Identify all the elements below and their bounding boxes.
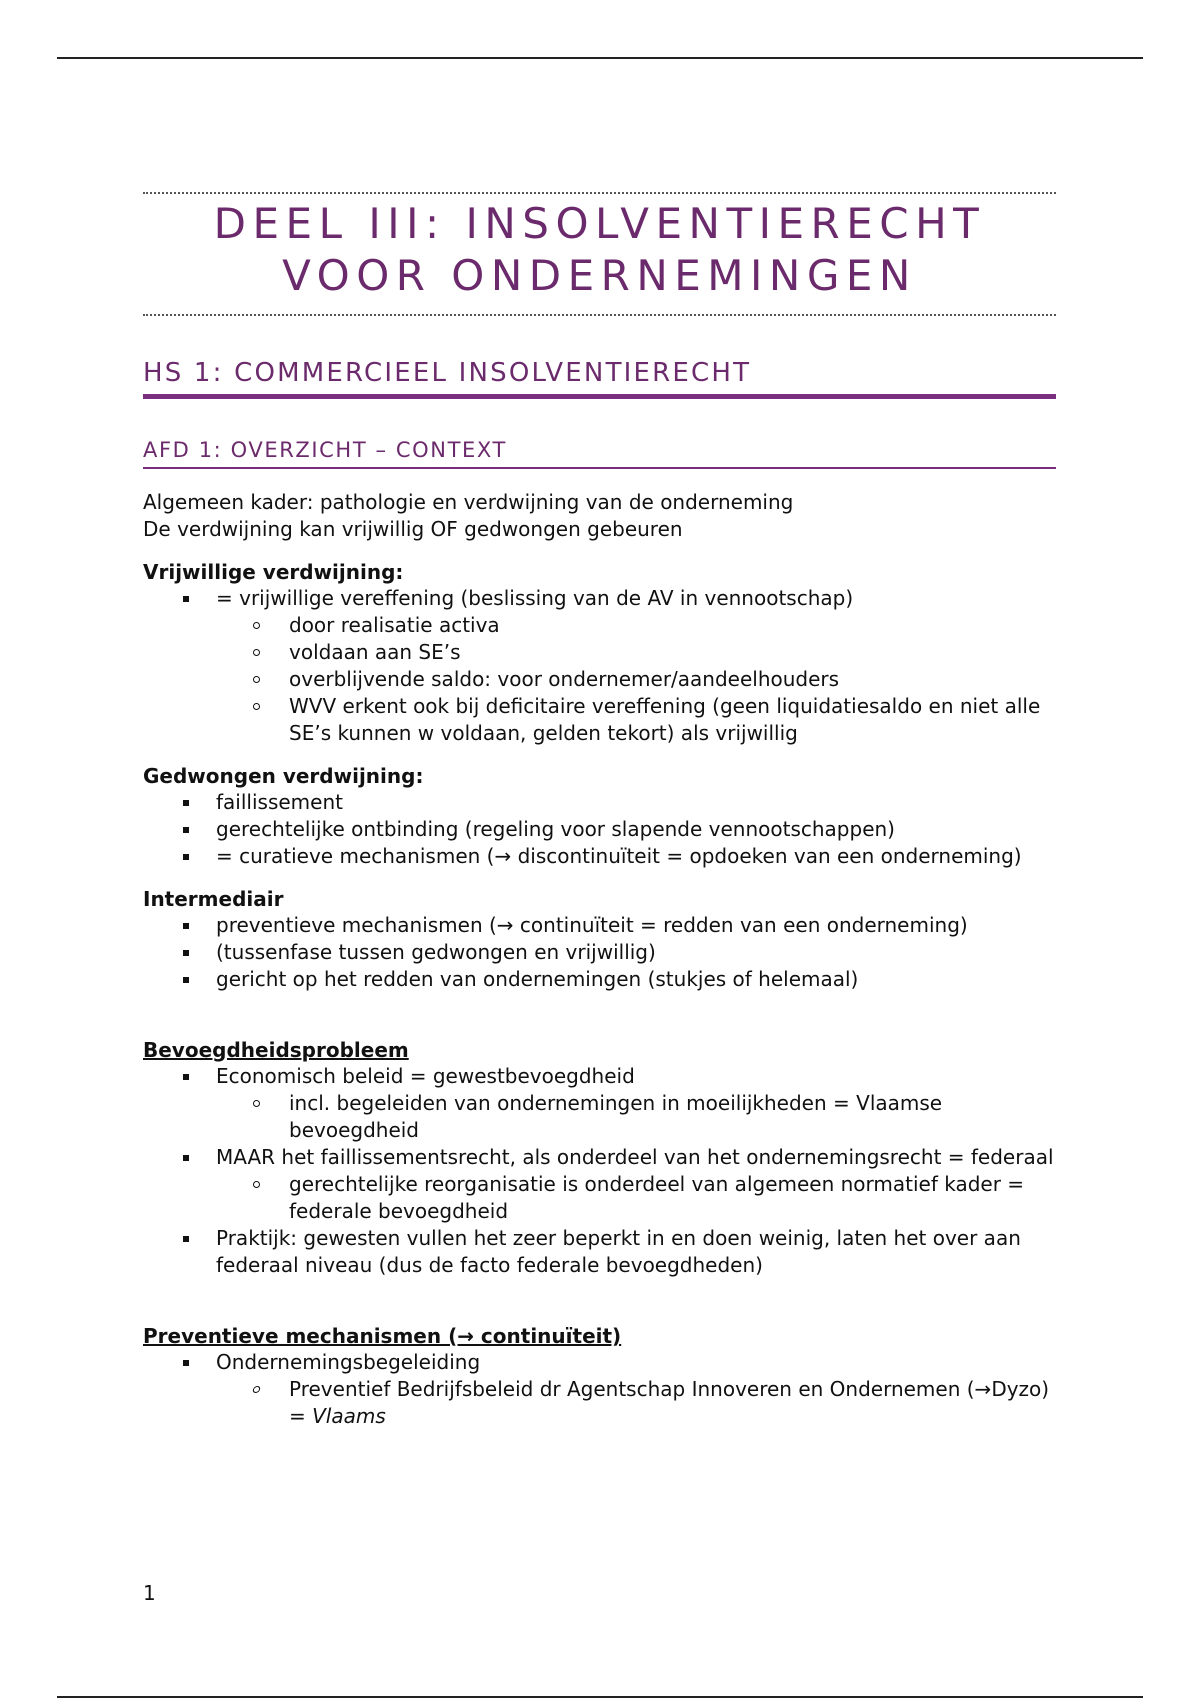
square-bullet-icon xyxy=(183,800,189,806)
square-bullet-icon xyxy=(183,596,189,602)
sub-list-item-italic-text: Vlaams xyxy=(312,1404,386,1428)
circle-bullet-icon xyxy=(253,703,260,710)
list-item-text: Economisch beleid = gewestbevoegdheid xyxy=(216,1064,635,1088)
title-line-2: VOOR ONDERNEMINGEN xyxy=(282,251,917,300)
list-item xyxy=(143,585,1056,747)
sub-list-item xyxy=(143,639,1056,666)
intermediair-heading: Intermediair xyxy=(143,887,284,911)
list-item xyxy=(143,1225,1056,1279)
circle-bullet-icon xyxy=(253,1100,260,1107)
page-number: 1 xyxy=(143,1581,156,1605)
circle-bullet-icon xyxy=(253,676,260,683)
list-item xyxy=(143,816,1056,843)
list-item-text: (tussenfase tussen gedwongen en vrijwillig) xyxy=(216,940,656,964)
intro-line-1: Algemeen kader: pathologie en verdwijning van de onderneming xyxy=(143,490,794,514)
list-item-text: preventieve mechanismen (→ continuïteit = redden van een onderneming) xyxy=(216,913,968,937)
circle-bullet-icon xyxy=(252,1386,261,1393)
sub-list-item-text: incl. begeleiden van ondernemingen in moeilijkheden = Vlaamse bevoegdheid xyxy=(289,1091,943,1142)
intermediair-list xyxy=(143,912,1056,993)
list-item-text: Ondernemingsbegeleiding xyxy=(216,1350,481,1374)
sub-list-item xyxy=(143,666,1056,693)
circle-bullet-icon xyxy=(253,622,260,629)
intro-paragraph xyxy=(143,489,1056,543)
sub-list-item-text: door realisatie activa xyxy=(289,613,500,637)
list-item-text: Praktijk: gewesten vullen het zeer beperkt in en doen weinig, laten het over aan federaal niveau (dus de facto federale bevoegdheden) xyxy=(216,1226,1021,1277)
sub-list-item-text: WVV erkent ook bij deficitaire vereffening (geen liquidatiesaldo en niet alle SE’s kunnen w voldaan, gelden tekort) als vrijwillig xyxy=(289,694,1041,745)
intro-line-2: De verdwijning kan vrijwillig OF gedwongen gebeuren xyxy=(143,517,683,541)
sub-list-item-text: voldaan aan SE’s xyxy=(289,640,461,664)
sub-list-item xyxy=(143,1376,1056,1430)
section-heading: AFD 1: OVERZICHT – CONTEXT xyxy=(143,435,1056,469)
sub-list-item-text xyxy=(289,1376,1056,1430)
circle-bullet-icon xyxy=(253,649,260,656)
section-intermediair xyxy=(143,886,1056,993)
document-title xyxy=(143,198,1056,302)
sub-list-item-text: gerechtelijke reorganisatie is onderdeel van algemeen normatief kader = federale bevoegdheid xyxy=(289,1172,1025,1223)
vrijwillige-heading: Vrijwillige verdwijning: xyxy=(143,560,404,584)
sub-list-item-text: overblijvende saldo: voor ondernemer/aandeelhouders xyxy=(289,667,840,691)
sub-list-item-main-text: Preventief Bedrijfsbeleid dr Agentschap Innoveren en Ondernemen (→Dyzo) = xyxy=(289,1377,1050,1428)
list-item xyxy=(143,1063,1056,1144)
sub-list-item xyxy=(143,1171,1056,1225)
square-bullet-icon xyxy=(183,1155,189,1161)
vrijwillige-list xyxy=(143,585,1056,747)
square-bullet-icon xyxy=(183,827,189,833)
header-rule xyxy=(57,57,1143,59)
list-item xyxy=(143,789,1056,816)
sub-list xyxy=(216,1090,1056,1144)
circle-bullet-icon xyxy=(253,1181,260,1188)
list-item xyxy=(143,843,1056,870)
square-bullet-icon xyxy=(183,1360,189,1366)
list-item xyxy=(143,939,1056,966)
section-gedwongen xyxy=(143,763,1056,870)
sub-list xyxy=(216,1171,1056,1225)
gedwongen-list xyxy=(143,789,1056,870)
sub-list-item xyxy=(143,1090,1056,1144)
page-content xyxy=(143,192,1056,1430)
list-item-text: gerechtelijke ontbinding (regeling voor slapende vennootschappen) xyxy=(216,817,895,841)
list-item-text: gericht op het redden van ondernemingen (stukjes of helemaal) xyxy=(216,967,859,991)
list-item xyxy=(143,966,1056,993)
list-item xyxy=(143,1144,1056,1225)
square-bullet-icon xyxy=(183,854,189,860)
square-bullet-icon xyxy=(183,950,189,956)
section-bevoegdheid xyxy=(143,1037,1056,1279)
list-item-text: MAAR het faillissementsrecht, als onderdeel van het ondernemingsrecht = federaal xyxy=(216,1145,1054,1169)
section-preventief xyxy=(143,1323,1056,1430)
square-bullet-icon xyxy=(183,1236,189,1242)
bevoegdheid-list xyxy=(143,1063,1056,1279)
square-bullet-icon xyxy=(183,1074,189,1080)
preventief-list xyxy=(143,1349,1056,1430)
title-line-1: DEEL III: INSOLVENTIERECHT xyxy=(213,199,986,248)
sub-list-item xyxy=(143,612,1056,639)
section-vrijwillige xyxy=(143,559,1056,747)
title-box xyxy=(143,192,1056,316)
sub-list-item xyxy=(143,693,1056,747)
list-item-text: faillissement xyxy=(216,790,343,814)
list-item-text: = vrijwillige vereffening (beslissing van de AV in vennootschap) xyxy=(216,586,854,610)
footer-rule xyxy=(57,1696,1143,1698)
preventief-heading: Preventieve mechanismen (→ continuïteit) xyxy=(143,1324,622,1348)
list-item xyxy=(143,1349,1056,1430)
square-bullet-icon xyxy=(183,977,189,983)
chapter-heading: HS 1: COMMERCIEEL INSOLVENTIERECHT xyxy=(143,356,1056,399)
sub-list xyxy=(216,1376,1056,1430)
bevoegdheid-heading: Bevoegdheidsprobleem xyxy=(143,1038,409,1062)
gedwongen-heading: Gedwongen verdwijning: xyxy=(143,764,424,788)
list-item-text: = curatieve mechanismen (→ discontinuïteit = opdoeken van een onderneming) xyxy=(216,844,1022,868)
sub-list xyxy=(216,612,1056,747)
list-item xyxy=(143,912,1056,939)
square-bullet-icon xyxy=(183,923,189,929)
